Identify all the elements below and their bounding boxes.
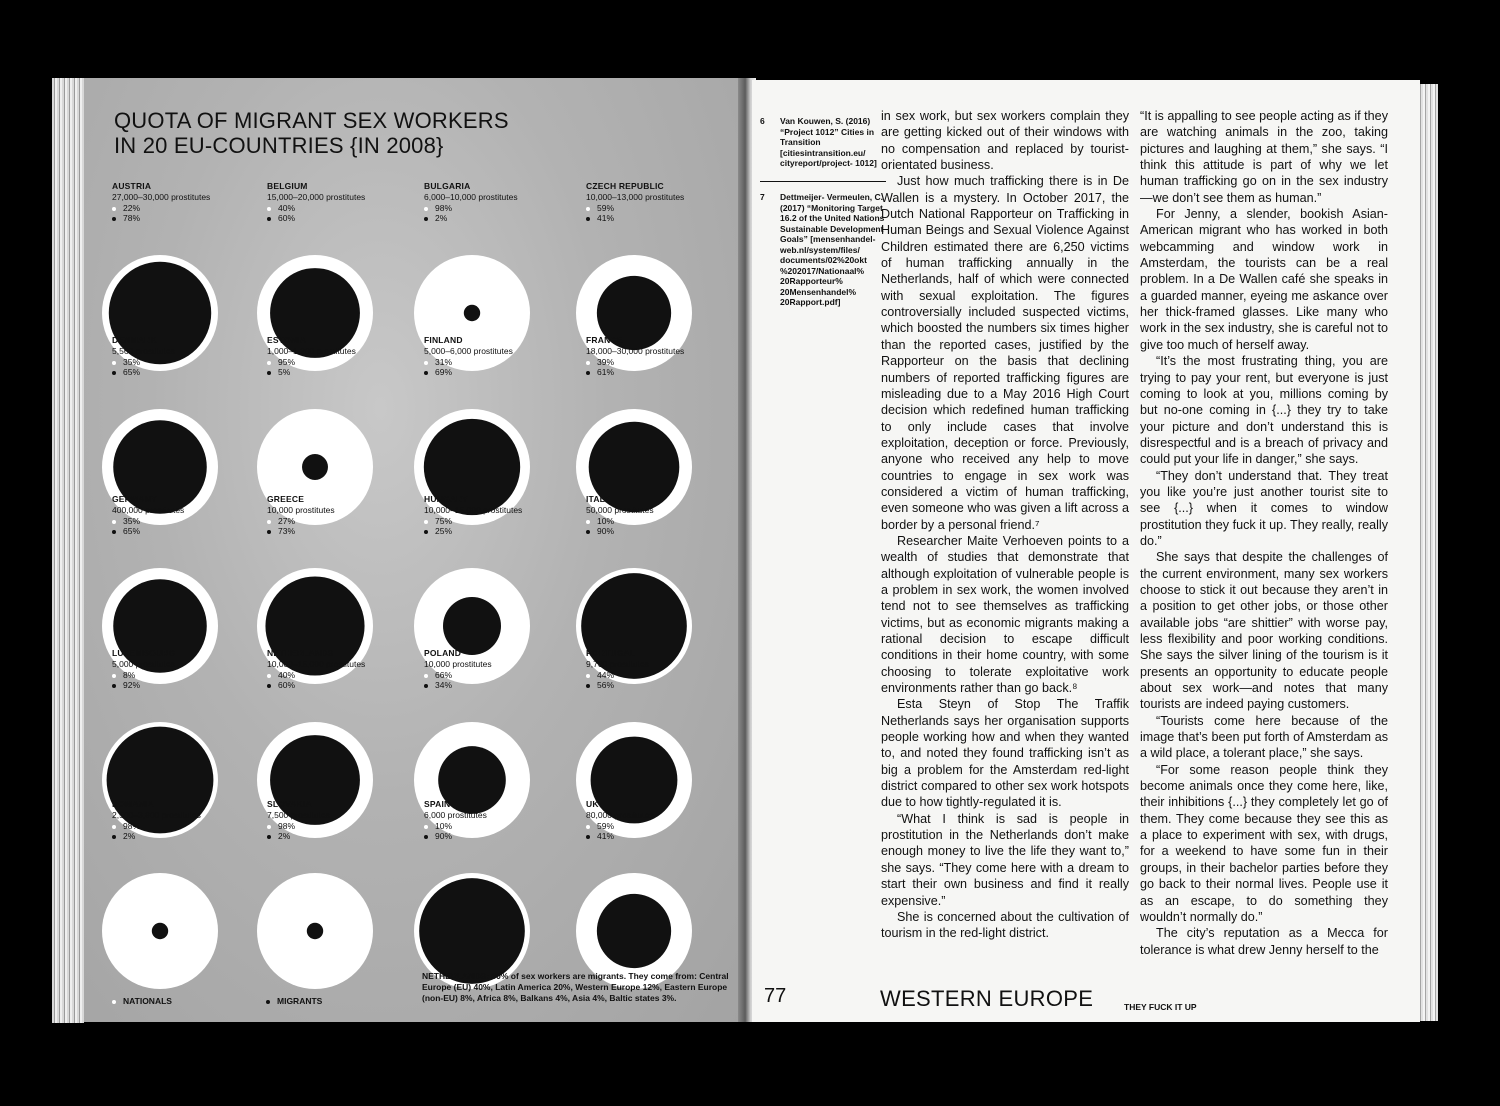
nationals-share: 27% (267, 516, 417, 526)
black-dot-icon (424, 835, 428, 839)
paragraph: “They don’t understand that. They treat you like you’re just another tourist site to see {...} when it comes to window prostitution they fuck it up. They really, really do.” (1140, 468, 1388, 548)
country-cell-spain (424, 799, 574, 949)
black-dot-icon (267, 371, 271, 375)
country-cell-poland (424, 648, 574, 798)
nationals-share: 35% (112, 516, 262, 526)
migrants-share: 61% (586, 367, 736, 377)
footnote-divider (760, 181, 886, 182)
country-name: POLAND (424, 648, 462, 658)
paragraph: The city’s reputation as a Mecca for tolerance is what drew Jenny herself to the (1140, 926, 1388, 957)
country-name: NETHERLANDS (267, 648, 334, 658)
migrants-share: 41% (586, 213, 736, 223)
legend-nationals: NATIONALS (112, 996, 172, 1006)
migrants-share: 78% (112, 213, 262, 223)
prostitute-count: 10,000 prostitutes (267, 505, 335, 515)
white-dot-icon (112, 361, 116, 365)
white-dot-icon (424, 674, 428, 678)
white-dot-icon (267, 207, 271, 211)
prostitute-count: 400,000 prostitutes (112, 505, 185, 515)
migrants-share: 65% (112, 367, 262, 377)
prostitute-count: 50,000 prostitutes (586, 505, 654, 515)
white-dot-icon (424, 520, 428, 524)
country-cell-luxembourg (112, 648, 262, 798)
paragraph: Researcher Maite Verhoeven points to a wealth of studies that demonstrate that although exploitation of vulnerable people is a problem in sex work, the women involved tend not to see themselves as trafficking victims, but as economic migrants making a rational decision to escape difficult conditions in their home country, with some choosing to tolerate exploitative work environments rather than go back.⁸ (881, 533, 1129, 696)
country-name: ROMANIA (112, 799, 155, 809)
country-name: PORTUGAL (586, 648, 636, 658)
prostitute-count: 80,000 prostitutes (586, 810, 654, 820)
country-cell-romania (112, 799, 262, 949)
paragraph: Just how much trafficking there is in De Wallen is a mystery. In October 2017, the Dutch National Rapporteur on Trafficking in Human Beings and Sexual Violence Against Children estimated there are 6,250 victims of human trafficking annually in the Netherlands, half of which were connected with sexual exploitation. The figures controversially included suspected victims, which boosted the numbers six times higher than the reported cases, justified by the Rapporteur on the basis that declining numbers of reported trafficking figures are misleading due to a May 2016 High Court decision which redefined human trafficking to only include cases that involve exploitation, deception or force. Previously, anyone who received any help to move countries to engage in sex work was considered a victim of human trafficking, even someone who was given a lift across a border by a personal friend.⁷ (881, 174, 1129, 532)
nationals-share: 10% (424, 821, 574, 831)
country-name: FRANCE (586, 335, 623, 345)
migrants-share: 60% (267, 680, 417, 690)
migrants-share: 69% (424, 367, 574, 377)
prostitute-count: 10,000–13,000 prostitutes (586, 192, 685, 202)
prostitute-count: 5,000 prostitutes (112, 659, 175, 669)
black-dot-icon (267, 684, 271, 688)
nationals-share: 98% (424, 203, 574, 213)
footnote-6: 6 Van Kouwen, S. (2016) “Project 1012” Cities in Transition [citiesintransition.eu/ cityreport/project- 1012] (760, 116, 877, 168)
nationals-share: 10% (586, 516, 736, 526)
nationals-share: 31% (424, 357, 574, 367)
circle-chart-grid (84, 78, 742, 1022)
country-name: UK (586, 799, 599, 809)
nationals-share: 8% (112, 670, 262, 680)
prostitute-count: 1,000–1,200 prostitutes (267, 346, 356, 356)
country-name: ESTONIA (267, 335, 307, 345)
migrants-share: 25% (424, 526, 574, 536)
text-column-2 (1140, 108, 1388, 958)
black-dot-icon (586, 835, 590, 839)
white-dot-icon (112, 1000, 116, 1004)
prostitute-count: 18,000–30,000 prostitutes (586, 346, 685, 356)
prostitute-count: 10,000 prostitutes (424, 659, 492, 669)
paragraph: “It is appalling to see people acting as if they are watching animals in the zoo, taking pictures and laughing at them,” she says. “I think this attitude is part of why we let human trafficking go on in the sex industry—we don’t see them as human.” (1140, 109, 1388, 205)
country-name: FINLAND (424, 335, 463, 345)
nationals-share: 66% (424, 670, 574, 680)
nationals-share: 39% (586, 357, 736, 367)
paragraph: “Tourists come here because of the image that’s been put forth of Amsterdam as a wild place, a tolerant place,” she says. (1140, 713, 1388, 761)
migrants-share: 5% (267, 367, 417, 377)
country-cell-france (586, 335, 736, 485)
black-dot-icon (424, 530, 428, 534)
nationals-share: 59% (586, 203, 736, 213)
white-dot-icon (267, 825, 271, 829)
white-dot-icon (586, 674, 590, 678)
paragraph: “It’s the most frustrating thing, you are trying to pay your rent, but everyone is just coming to look at you, millions coming by but no-one coming in {...} they try to take your picture and don’t understand this is disrespectful and is a breach of privacy and could put your life in danger,” she says. (1140, 354, 1388, 467)
paragraph: in sex work, but sex workers complain they are getting kicked out of their windows with no compensation and replaced by tourist-orientated business. (881, 109, 1129, 173)
country-cell-bulgaria (424, 181, 574, 331)
country-cell-netherlands (267, 648, 417, 798)
migrants-share: 60% (267, 213, 417, 223)
white-dot-icon (112, 207, 116, 211)
black-dot-icon (586, 684, 590, 688)
migrants-share: 2% (112, 831, 262, 841)
prostitute-count: 27,000–30,000 prostitutes (112, 192, 211, 202)
paragraph: Esta Steyn of Stop The Traffik Netherlands says her organisation supports people working how and when they wanted to, and noted they found trafficking isn’t as big a problem for the Amsterdam red-light district compared to other sex work hotspots due to how tightly-regulated it is. (881, 697, 1129, 810)
country-name: LUXEMBOURG (112, 648, 176, 658)
section-title: WESTERN EUROPE (880, 986, 1094, 1011)
white-dot-icon (112, 520, 116, 524)
country-cell-estonia (267, 335, 417, 485)
paragraph: She is concerned about the cultivation of tourism in the red-light district. (881, 909, 1129, 941)
prostitute-count: 5,000–6,000 prostitutes (424, 346, 513, 356)
page-number: 77 (764, 985, 787, 1007)
chart-title: QUOTA OF MIGRANT SEX WORKERS IN 20 EU-COUNTRIES {IN 2008} (114, 108, 509, 158)
country-name: BULGARIA (424, 181, 471, 191)
country-name: BELGIUM (267, 181, 308, 191)
nationals-share: 22% (112, 203, 262, 213)
prostitute-count: 7,500 prostitutes (267, 810, 330, 820)
paragraph: For Jenny, a slender, bookish Asian-American migrant who has worked in both webcamming and window work in Amsterdam, the tourists can be a real problem. In a De Wallen café she speaks in a guarded manner, eyeing me askance over her thick-framed glasses. Like many who work in the sex industry, she is careful not to give too much of herself away. (1140, 207, 1388, 352)
country-cell-hungary (424, 494, 574, 644)
prostitute-count: 9,700 prostitutes (586, 659, 649, 669)
prostitute-count: 15,000–20,000 prostitutes (267, 192, 366, 202)
prostitute-count: 5,560 prostitutes (112, 346, 175, 356)
migrants-share: 2% (424, 213, 574, 223)
migrants-share: 92% (112, 680, 262, 690)
black-dot-icon (266, 1000, 270, 1004)
black-dot-icon (424, 217, 428, 221)
country-cell-greece (267, 494, 417, 644)
white-dot-icon (586, 520, 590, 524)
migrants-share: 34% (424, 680, 574, 690)
black-dot-icon (586, 217, 590, 221)
prostitute-count: 6,000 prostitutes (424, 810, 487, 820)
nationals-share: 35% (112, 357, 262, 367)
country-cell-finland (424, 335, 574, 485)
migrants-share: 2% (267, 831, 417, 841)
text-column-1 (881, 108, 1129, 942)
nationals-share: 95% (267, 357, 417, 367)
country-name: HUNGARY (424, 494, 469, 504)
paragraph: “For some reason people think they become animals once they come here, like, their inhibitions {...} they completely let go of them. They come because they see this as a place to experiment with sex, with drugs, for a weekend to have some fun in their groups, in their bachelor parties before they go back to their normal lives. People use it as an escape, to do something they wouldn’t normally do.” (1140, 762, 1388, 924)
country-name: CZECH REPUBLIC (586, 181, 664, 191)
country-cell-czech-republic (586, 181, 736, 331)
migrants-share: 90% (424, 831, 574, 841)
migrants-share: 73% (267, 526, 417, 536)
nationals-share: 75% (424, 516, 574, 526)
paragraph: She says that despite the challenges of the current environment, many sex workers choose to stick it out because they aren’t in a position to get other jobs, or those other available jobs “are shittier” with worse pay, less flexibility and poor working conditions. She says the silver lining of the tourism is it presents an opportunity to educate people about sex work—and notes that many tourists are indeed paying customers. (1140, 550, 1388, 712)
white-dot-icon (586, 361, 590, 365)
running-head: THEY FUCK IT UP (1124, 1002, 1197, 1012)
black-dot-icon (112, 684, 116, 688)
white-dot-icon (586, 207, 590, 211)
black-dot-icon (424, 371, 428, 375)
country-name: ITALY (586, 494, 611, 504)
nationals-share: 44% (586, 670, 736, 680)
country-name: SLOVAKIA (267, 799, 312, 809)
country-cell-belgium (267, 181, 417, 331)
left-page (84, 78, 742, 1022)
nationals-share: 59% (586, 821, 736, 831)
white-dot-icon (586, 825, 590, 829)
country-name: SPAIN (424, 799, 451, 809)
right-page (752, 80, 1420, 1022)
paragraph: “What I think is sad is people in prostitution in the Netherlands don’t make enough money to live the life they want to,” she says. “They come here with a dream to start their own business and find it really expensive.” (881, 811, 1129, 908)
country-name: AUSTRIA (112, 181, 152, 191)
white-dot-icon (267, 361, 271, 365)
black-dot-icon (112, 530, 116, 534)
page-edges-right (1418, 84, 1438, 1021)
prostitute-count: 2,500–3,800 prostitutes (112, 810, 201, 820)
prostitute-count: 10,000–15,000 prostitutes (424, 505, 523, 515)
black-dot-icon (112, 835, 116, 839)
nationals-share: 98% (267, 821, 417, 831)
white-dot-icon (112, 825, 116, 829)
white-dot-icon (424, 825, 428, 829)
black-dot-icon (112, 371, 116, 375)
country-cell-denmark (112, 335, 262, 485)
footnote-7: 7 Dettmeijer- Vermeulen, C. (2017) “Monitoring Target 16.2 of the United Nations Sustainable Development Goals” [mensenhandel- web.nl/system/files/ documents/02%20okt %202017/Nationaal% 20Rapporteur% 20Mensenhandel% 20Rapport.pdf] (760, 192, 885, 307)
country-name: DENMARK (112, 335, 157, 345)
page-edges-left (52, 78, 84, 1023)
netherlands-note: NETHERLANDS: 60% of sex workers are migrants. They come from: Central Europe (EU) 40%, Latin America 20%, Western Europe 12%, Eastern Europe (non-EU) 8%, Africa 8%, Balkans 4%, Asia 4%, Baltic states 3%. (422, 971, 729, 1003)
nationals-share: 40% (267, 203, 417, 213)
country-cell-germany (112, 494, 262, 644)
legend-migrants: MIGRANTS (266, 996, 322, 1006)
white-dot-icon (424, 207, 428, 211)
white-dot-icon (267, 674, 271, 678)
white-dot-icon (424, 361, 428, 365)
nationals-share: 98% (112, 821, 262, 831)
prostitute-count: 6,000–10,000 prostitutes (424, 192, 518, 202)
prostitute-count: 10,000–15,000 prostitutes (267, 659, 366, 669)
country-cell-uk (586, 799, 736, 949)
country-name: GERMANY (112, 494, 157, 504)
black-dot-icon (267, 530, 271, 534)
migrants-share: 90% (586, 526, 736, 536)
nationals-share: 40% (267, 670, 417, 680)
white-dot-icon (267, 520, 271, 524)
white-dot-icon (112, 674, 116, 678)
country-name: GREECE (267, 494, 305, 504)
migrants-share: 56% (586, 680, 736, 690)
migrants-share: 65% (112, 526, 262, 536)
black-dot-icon (267, 835, 271, 839)
black-dot-icon (424, 684, 428, 688)
country-cell-portugal (586, 648, 736, 798)
black-dot-icon (586, 530, 590, 534)
country-cell-austria (112, 181, 262, 331)
migrants-share: 41% (586, 831, 736, 841)
black-dot-icon (112, 217, 116, 221)
black-dot-icon (586, 371, 590, 375)
black-dot-icon (267, 217, 271, 221)
country-cell-italy (586, 494, 736, 644)
country-cell-slovakia (267, 799, 417, 949)
